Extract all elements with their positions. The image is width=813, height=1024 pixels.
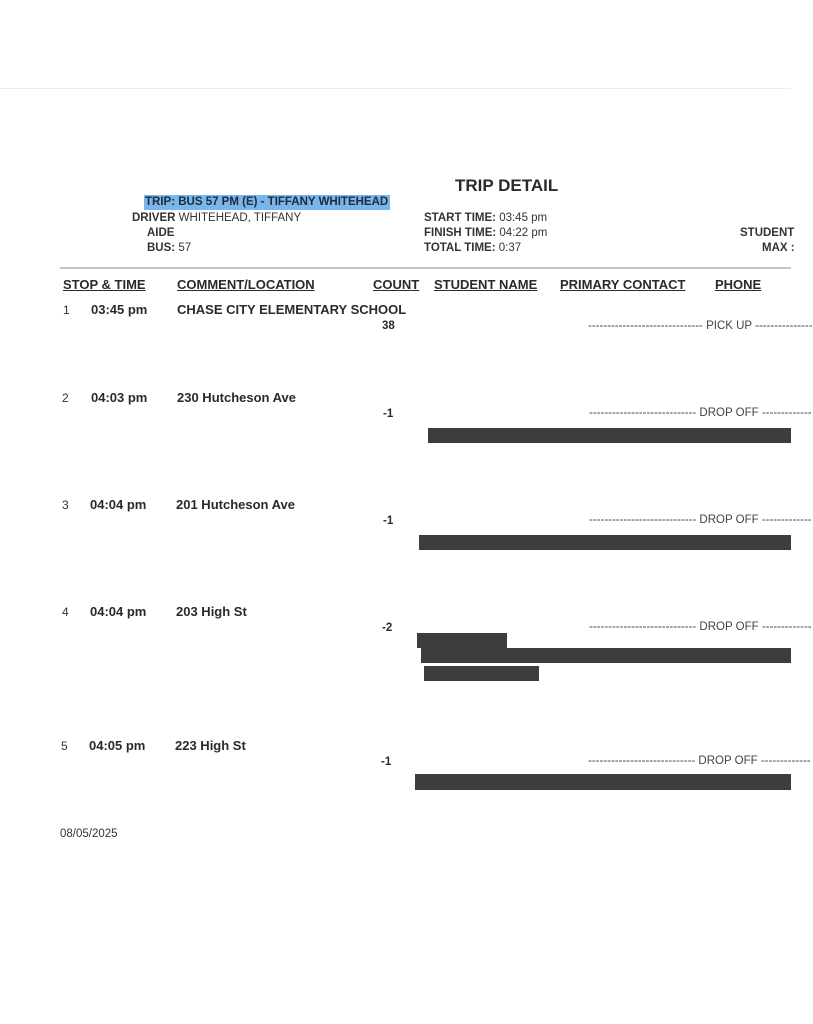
redaction-bar	[428, 428, 791, 443]
stop-5-action: ---------------------------- DROP OFF -------------	[588, 755, 811, 767]
stop-2-time: 04:03 pm	[91, 390, 148, 405]
stop-4-action: ---------------------------- DROP OFF -------------	[589, 621, 812, 633]
stop-3-count: -1	[383, 515, 394, 527]
stop-4-number: 4	[62, 605, 69, 619]
start-time-label: START TIME:	[424, 212, 496, 224]
start-time-line	[424, 212, 547, 224]
redaction-bar	[419, 535, 791, 550]
stop-5-count: -1	[381, 756, 392, 768]
stop-1-count: 38	[382, 320, 395, 332]
column-header-count: COUNT	[373, 277, 420, 292]
driver-value: WHITEHEAD, TIFFANY	[178, 212, 302, 224]
stop-5-time: 04:05 pm	[89, 738, 146, 753]
stop-4-count: -2	[382, 622, 393, 634]
stop-1-number: 1	[63, 303, 70, 317]
stop-3-location: 201 Hutcheson Ave	[176, 497, 295, 512]
stop-2-count: -1	[383, 408, 394, 420]
stop-1-time: 03:45 pm	[91, 302, 148, 317]
stop-2-location: 230 Hutcheson Ave	[177, 390, 296, 405]
stop-2-action: ---------------------------- DROP OFF -------------	[589, 407, 812, 419]
stop-5-number: 5	[61, 739, 68, 753]
redaction-bar	[415, 774, 791, 790]
stop-3-number: 3	[62, 498, 69, 512]
driver-label: DRIVER	[132, 212, 176, 224]
column-header-stop-time: STOP & TIME	[63, 277, 146, 292]
finish-time-value: 04:22 pm	[499, 227, 548, 239]
column-header-comment: COMMENT/LOCATION	[177, 277, 315, 292]
stop-4-time: 04:04 pm	[90, 604, 147, 619]
aide-line	[147, 227, 174, 239]
bus-value: 57	[178, 242, 192, 254]
header-rule	[60, 267, 791, 269]
aide-label: AIDE	[147, 227, 175, 239]
students-label: STUDENT	[740, 227, 795, 239]
trip-label-highlighted[interactable]: TRIP: BUS 57 PM (E) - TIFFANY WHITEHEAD	[145, 196, 389, 208]
finish-time-label: FINISH TIME:	[424, 227, 497, 239]
bus-line	[147, 242, 191, 254]
total-time-line	[424, 242, 521, 254]
stop-3-time: 04:04 pm	[90, 497, 147, 512]
stop-5-location: 223 High St	[175, 738, 246, 753]
page-title: TRIP DETAIL	[455, 176, 559, 195]
driver-line	[132, 212, 301, 224]
max-label: MAX :	[762, 242, 795, 254]
redaction-bar	[424, 666, 539, 681]
stop-3-action: ---------------------------- DROP OFF -------------	[589, 514, 812, 526]
footer-date: 08/05/2025	[60, 828, 118, 840]
finish-time-line	[424, 227, 547, 239]
column-header-phone: PHONE	[715, 277, 762, 292]
bus-label: BUS:	[147, 242, 176, 254]
stop-1-location: CHASE CITY ELEMENTARY SCHOOL	[177, 302, 407, 317]
column-header-student-name: STUDENT NAME	[434, 277, 538, 292]
redaction-bar	[421, 648, 791, 663]
stop-1-action: ------------------------------ PICK UP ---------------	[588, 320, 813, 332]
stop-2-number: 2	[62, 391, 69, 405]
total-time-label: TOTAL TIME:	[424, 242, 496, 254]
redaction-bar	[417, 633, 507, 648]
start-time-value: 03:45 pm	[499, 212, 548, 224]
total-time-value: 0:37	[498, 242, 522, 254]
column-header-primary-contact: PRIMARY CONTACT	[560, 277, 686, 292]
page-top-divider	[0, 88, 791, 89]
stop-4-location: 203 High St	[176, 604, 247, 619]
